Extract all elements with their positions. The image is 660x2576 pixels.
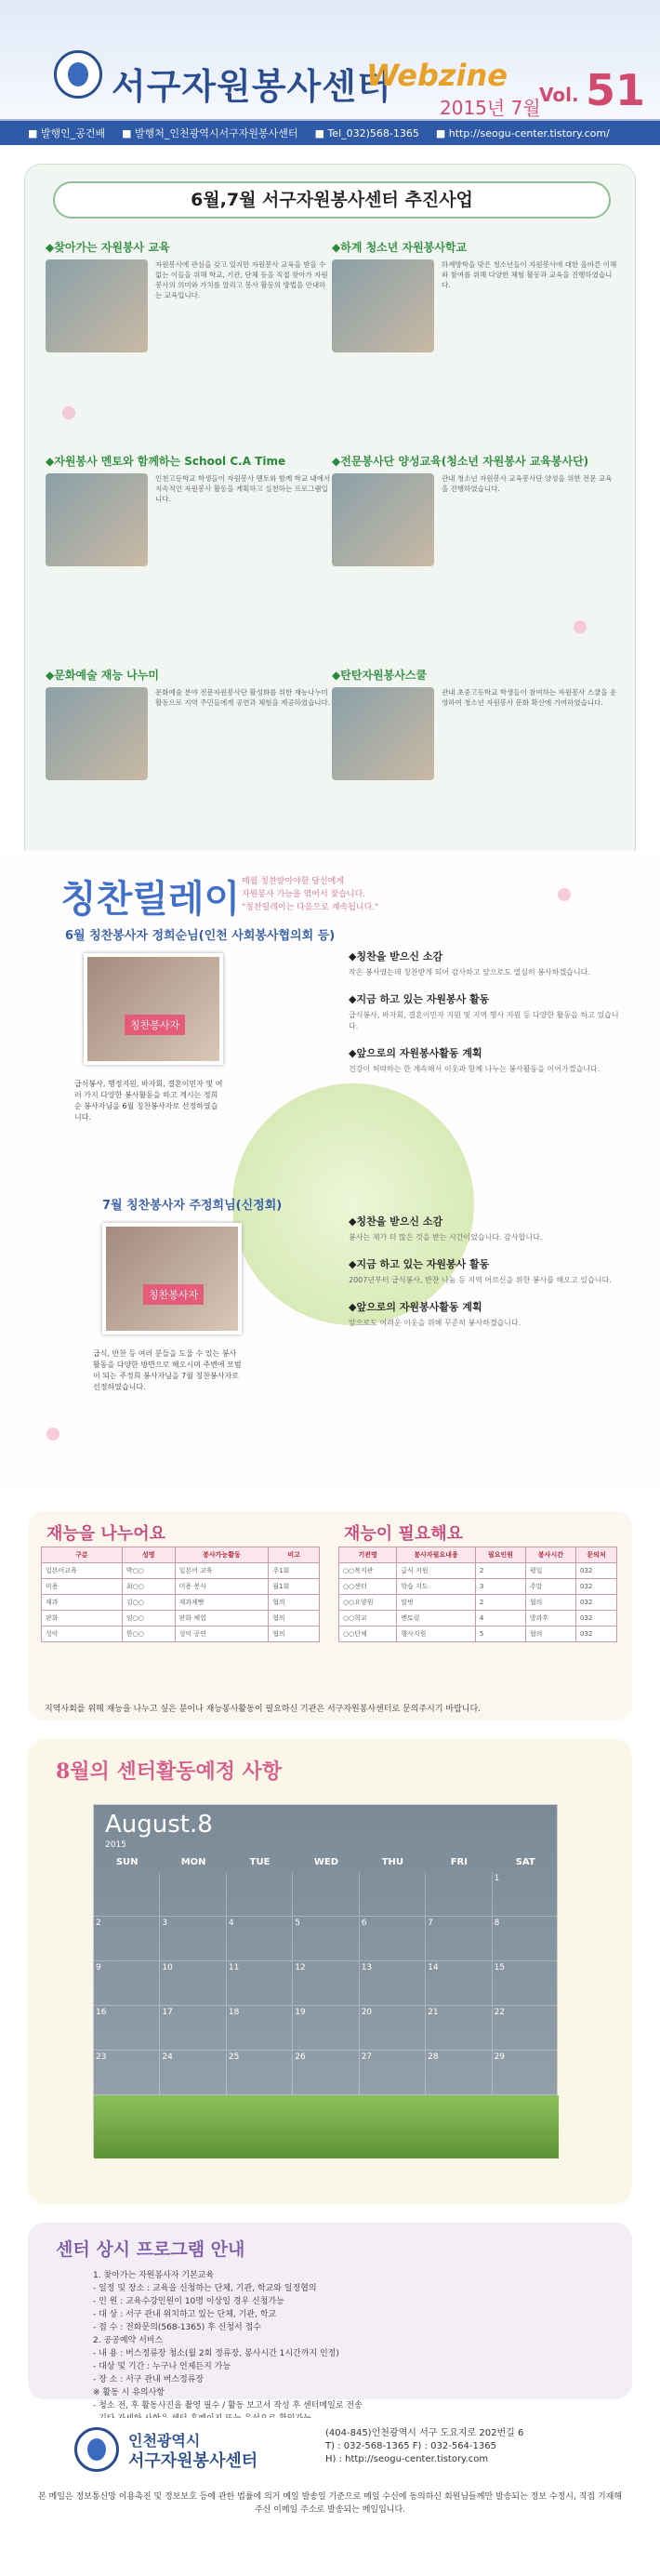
calendar-day: 3 [160, 1917, 226, 1961]
table-row [339, 1611, 617, 1627]
calendar-day: 22 [493, 2006, 559, 2051]
calendar-day: 28 [426, 2051, 492, 2095]
quote-line: "칭찬릴레이는 다음으로 계속됩니다." [242, 903, 379, 912]
program-line: 2. 공공예약 서비스 [93, 2336, 164, 2345]
calendar-day: 4 [227, 1917, 293, 1961]
project-text: 관내 청소년 자원봉사 교육봉사단 양성을 위한 전문 교육을 진행하였습니다. [442, 474, 613, 493]
project-item [332, 453, 620, 493]
calendar-grid [94, 1872, 559, 2095]
footer-center-name: 서구자원봉사센터 [128, 2451, 258, 2471]
share-table [41, 1547, 320, 1642]
calendar-section [28, 1739, 632, 2204]
cell: ○○단체 [339, 1627, 397, 1642]
share-title: 재능을 나누어요 [46, 1524, 165, 1544]
calendar-day: 11 [227, 1961, 293, 2006]
footer-notice: 본 메일은 정보통신망 이용촉진 및 정보보호 등에 관한 법률에 의거 메일 발송일 기준으로 메일 수신에 동의하신 회원님들께만 발송되는 정보 수정시, 직접 기재해 주신 이메일 주소로 발송되는 메일입니다. [37, 2492, 623, 2515]
project-item [332, 667, 620, 707]
cell: 한○○ [122, 1627, 175, 1642]
col-header: 봉사시간 [525, 1547, 575, 1563]
project-photo [332, 687, 434, 780]
program-line: - 장 소 : 서구 관내 버스정류장 [93, 2375, 205, 2384]
praise-relay-section [0, 851, 660, 1493]
photo-label: 칭찬봉사자 [143, 1284, 204, 1305]
talent-section [28, 1511, 632, 1720]
calendar-day: 1 [493, 1872, 559, 1917]
issue-date: 2015년 7월 [440, 97, 541, 119]
cell: 성악 공연 [175, 1627, 269, 1642]
project-item [332, 239, 620, 289]
project-text: 하계방학을 맞은 청소년들이 자원봉사에 대한 올바른 이해와 참여를 위해 다양한 체험 활동과 교육을 진행하였습니다. [442, 260, 617, 289]
calendar-month: August.8 [105, 1811, 213, 1839]
calendar-year: 2015 [105, 1840, 126, 1850]
project-photo [332, 259, 434, 352]
cell: 제과제빵 [175, 1595, 269, 1611]
project-text: 인천고등학교 학생들이 자원봉사 멘토와 함께 학교 내에서 지속적인 자원봉사 활동을 계획하고 실천하는 프로그램입니다. [155, 474, 331, 503]
footer-phone: T) : 032-568-1365 F) : 032-564-1365 [325, 2441, 496, 2451]
calendar-day: 6 [360, 1917, 426, 1961]
project-heading: ◆자원봉사 멘토와 함께하는 School C.A Time [46, 455, 286, 468]
program-title: 센터 상시 프로그램 안내 [56, 2239, 245, 2260]
cell: 급식 지원 [397, 1563, 476, 1579]
calendar-title: 8월의 센터활동예정 사항 [56, 1759, 283, 1784]
weekday: THU [381, 1857, 404, 1867]
bullet-heading: ◆지금 하고 있는 자원봉사 활동 [349, 1258, 490, 1270]
project-photo [46, 687, 148, 780]
bullet-heading: ◆앞으로의 자원봉사활동 계획 [349, 1301, 482, 1313]
project-item [46, 453, 334, 503]
program-line: - 접 수 : 전화문의(568-1365) 후 신청서 접수 [93, 2323, 261, 2332]
calendar-day: 13 [360, 1961, 426, 2006]
weekday: SUN [115, 1857, 139, 1867]
project-item [46, 239, 334, 299]
cell: 박○○ [122, 1563, 175, 1579]
project-heading: ◆탄탄자원봉사스쿨 [332, 669, 427, 682]
bullet-text: 건강이 허락하는 한 계속해서 이웃과 함께 나누는 봉사활동을 이어가겠습니다. [349, 1065, 601, 1073]
june-bullets [349, 949, 627, 1075]
calendar-day [426, 1872, 492, 1917]
calendar-day: 24 [160, 2051, 226, 2095]
july-caption: 급식, 반찬 등 여러 분들을 도울 수 있는 봉사활동을 다양한 방면으로 해오시며 주변에 모범이 되는 주정희 봉사자님을 7월 칭찬봉사자로 선정하였습니다. [93, 1349, 242, 1391]
june-volunteer-photo [84, 953, 223, 1065]
weekday: TUE [249, 1857, 271, 1867]
col-header: 봉사자필요내용 [397, 1547, 476, 1563]
cell: 032 [576, 1627, 617, 1642]
phone: ■ Tel_032)568-1365 [314, 126, 419, 139]
bullet-text: 봉사는 제가 더 많은 것을 받는 시간이었습니다. 감사합니다. [349, 1233, 543, 1242]
need-title: 재능이 필요해요 [344, 1524, 463, 1544]
col-header: 구분 [42, 1547, 123, 1563]
calendar-day: 21 [426, 2006, 492, 2051]
calendar-day: 12 [293, 1961, 359, 2006]
need-table [338, 1547, 617, 1642]
vol-label: Vol. [539, 84, 579, 106]
bullet-text: 작은 봉사였는데 칭찬받게 되어 감사하고 앞으로도 열심히 봉사하겠습니다. [349, 968, 590, 976]
program-line: - 내 용 : 버스정류장 청소(월 2회 정류장, 봉사시간 1시간까지 인정) [93, 2349, 339, 2358]
cell: 주말 [525, 1579, 575, 1595]
cell: 032 [576, 1611, 617, 1627]
table-row [42, 1579, 320, 1595]
program-line: - 대 상 : 서구 관내 위치하고 있는 단체, 기관, 학교 [93, 2310, 277, 2319]
june-praise-title: 6월 칭찬봉사자 정희순님(인천 사회봉사협의회 등) [65, 929, 336, 943]
talent-note: 지역사회를 위해 재능을 나누고 싶은 분이나 재능봉사활동이 필요하신 기관은 서구자원봉사센터로 문의주시기 바랍니다. [45, 1705, 482, 1714]
cell: 주1회 [269, 1563, 320, 1579]
cell: 판화 체험 [175, 1611, 269, 1627]
footer-city: 인천광역시 [128, 2432, 201, 2450]
calendar-day: 14 [426, 1961, 492, 2006]
calendar-day [160, 1872, 226, 1917]
petal-decoration [46, 1427, 59, 1441]
footer-address: (404-845)인천광역시 서구 도요지로 202번길 6 [325, 2428, 524, 2438]
calendar-day: 10 [160, 1961, 226, 2006]
col-header: 기관명 [339, 1547, 397, 1563]
weekday: WED [313, 1857, 339, 1867]
projects-section [24, 164, 636, 898]
footer-logo-icon [74, 2427, 119, 2472]
header [0, 0, 660, 121]
cell: 월1회 [269, 1579, 320, 1595]
weekday: FRI [450, 1857, 468, 1867]
info-bar [0, 121, 660, 145]
cell: 2 [475, 1563, 525, 1579]
calendar-day: 16 [94, 2006, 160, 2051]
calendar-day: 26 [293, 2051, 359, 2095]
col-header: 문의처 [576, 1547, 617, 1563]
program-body [93, 2269, 363, 2425]
cell: ○○학교 [339, 1611, 397, 1627]
cell: ○○요양원 [339, 1595, 397, 1611]
photo-label: 칭찬봉사자 [125, 1015, 185, 1035]
bullet-heading: ◆칭찬을 받으신 소감 [349, 1215, 443, 1228]
weekday-header [94, 1857, 559, 1867]
calendar-day [227, 1872, 293, 1917]
calendar-day: 9 [94, 1961, 160, 2006]
cell: ○○복지관 [339, 1563, 397, 1579]
weekday: SAT [515, 1857, 535, 1867]
cell: 협의 [525, 1595, 575, 1611]
project-photo [46, 259, 148, 352]
calendar [93, 1804, 558, 2158]
cell: 032 [576, 1579, 617, 1595]
footer-homepage-link[interactable]: H) : http://seogu-center.tistory.com [325, 2454, 489, 2464]
calendar-day: 2 [94, 1917, 160, 1961]
cell: 일본어교육 [42, 1563, 123, 1579]
cell: 방과후 [525, 1611, 575, 1627]
quote-line: 자원봉사 가능을 엮어서 찾습니다. [242, 890, 366, 899]
calendar-day [293, 1872, 359, 1917]
footer [0, 2418, 660, 2576]
calendar-day: 18 [227, 2006, 293, 2051]
cell: 032 [576, 1595, 617, 1611]
program-line: - 일정 및 장소 : 교육을 신청하는 단체, 기관, 학교와 일정협의 [93, 2284, 317, 2293]
petal-decoration [62, 406, 75, 419]
table-row [42, 1627, 320, 1642]
bullet-text: 급식봉사, 바자회, 결혼이민자 지원 및 지역 행사 지원 등 다양한 활동을 하고 있습니다. [349, 1011, 619, 1030]
cell: 말벗 [397, 1595, 476, 1611]
publisher-org: ■ 발행처_인천광역시서구자원봉사센터 [122, 127, 298, 139]
cell: 협의 [525, 1627, 575, 1642]
project-text: 문화예술 분야 전문자원봉사단 활성화를 위한 재능나누미 활동으로 지역 주민들에게 공연과 체험을 제공하였습니다. [155, 688, 331, 707]
project-heading: ◆찾아가는 자원봉사 교육 [46, 241, 170, 254]
praise-title: 칭찬릴레이 [60, 877, 241, 921]
table-row [42, 1563, 320, 1579]
calendar-day: 25 [227, 2051, 293, 2095]
program-line: 1. 찾아가는 자원봉사자 기본교육 [93, 2271, 215, 2280]
calendar-day [94, 1872, 160, 1917]
vol-number: 51 [586, 65, 646, 115]
cell: 미용 [42, 1579, 123, 1595]
june-caption: 급식봉사, 행정지원, 바자회, 결혼이민자 및 여러 가지 다양한 봉사활동을 하고 계시는 정희순 봉사자님을 6월 칭찬봉사자로 선정하였습니다. [74, 1080, 223, 1122]
project-text: 관내 초중고등학교 학생들이 참여하는 자원봉사 스쿨을 운영하여 청소년 자원봉사 문화 확산에 기여하였습니다. [442, 688, 617, 707]
cell: ○○센터 [339, 1579, 397, 1595]
bullet-heading: ◆칭찬을 받으신 소감 [349, 950, 443, 963]
col-header: 성명 [122, 1547, 175, 1563]
bullet-text: 2007년부터 급식봉사, 반찬 나눔 등 지역 어르신을 위한 봉사를 해오고 있습니다. [349, 1276, 612, 1284]
cell: 판화 [42, 1611, 123, 1627]
publisher: ■ 발행인_공건배 [28, 127, 106, 139]
blog-link[interactable]: ■ http://seogu-center.tistory.com/ [435, 126, 610, 139]
col-header: 봉사가능활동 [175, 1547, 269, 1563]
calendar-day: 7 [426, 1917, 492, 1961]
cell: 협의 [269, 1627, 320, 1642]
calendar-day: 8 [493, 1917, 559, 1961]
grass-decoration [94, 2095, 559, 2158]
petal-decoration [574, 620, 587, 633]
cell: 032 [576, 1563, 617, 1579]
cell: 멘토링 [397, 1611, 476, 1627]
cell: 일본어 교육 [175, 1563, 269, 1579]
calendar-day: 23 [94, 2051, 160, 2095]
webzine-label: Webzine [366, 58, 508, 93]
cell: 3 [475, 1579, 525, 1595]
weekday: MON [180, 1857, 206, 1867]
cell: 4 [475, 1611, 525, 1627]
table-row [339, 1563, 617, 1579]
cell: 2 [475, 1595, 525, 1611]
july-praise-title: 7월 칭찬봉사자 주정희님(신정회) [102, 1199, 283, 1213]
cell: 김○○ [122, 1595, 175, 1611]
cell: 임○○ [122, 1611, 175, 1627]
table-row [339, 1579, 617, 1595]
cell: 미용 봉사 [175, 1579, 269, 1595]
cell: 학습 지도 [397, 1579, 476, 1595]
cell: 최○○ [122, 1579, 175, 1595]
bullet-heading: ◆지금 하고 있는 자원봉사 활동 [349, 993, 490, 1005]
july-bullets [349, 1214, 627, 1329]
cell: 제과 [42, 1595, 123, 1611]
cell: 협의 [269, 1595, 320, 1611]
program-line: - 인 원 : 교육수강인원이 10명 이상일 경우 신청가능 [93, 2297, 284, 2306]
table-row [42, 1595, 320, 1611]
cell: 행사지원 [397, 1627, 476, 1642]
program-line: - 대상 및 기간 : 누구나 언제든지 가능 [93, 2362, 231, 2371]
calendar-day: 20 [360, 2006, 426, 2051]
cell: 5 [475, 1627, 525, 1642]
col-header: 비고 [269, 1547, 320, 1563]
calendar-day: 5 [293, 1917, 359, 1961]
calendar-day: 27 [360, 2051, 426, 2095]
calendar-day: 15 [493, 1961, 559, 2006]
calendar-day [360, 1872, 426, 1917]
site-title: 서구자원봉사센터 [112, 66, 392, 107]
cell: 평일 [525, 1563, 575, 1579]
center-logo-icon [54, 50, 102, 99]
bullet-heading: ◆앞으로의 자원봉사활동 계획 [349, 1047, 482, 1059]
project-item [46, 667, 334, 707]
calendar-day: 17 [160, 2006, 226, 2051]
project-heading: ◆전문봉사단 양성교육(청소년 자원봉사 교육봉사단) [332, 455, 589, 468]
calendar-day: 29 [493, 2051, 559, 2095]
cell: 협의 [269, 1611, 320, 1627]
quote-line: 매월 칭찬받아야할 당신에게 [242, 877, 345, 886]
cell: 성악 [42, 1627, 123, 1642]
program-line: ※ 활동 시 유의사항 [93, 2388, 165, 2397]
project-heading: ◆문화예술 재능 나누미 [46, 669, 159, 682]
table-row [339, 1595, 617, 1611]
project-heading: ◆하계 청소년 자원봉사학교 [332, 241, 468, 254]
program-section [28, 2223, 632, 2410]
praise-quote [242, 875, 378, 914]
table-row [339, 1627, 617, 1642]
table-row [42, 1611, 320, 1627]
project-photo [46, 473, 148, 566]
program-line: - 청소 전, 후 활동사진을 촬영 필수 / 활동 보고서 작성 후 센터메일로 전송 [93, 2401, 363, 2410]
project-photo [332, 473, 434, 566]
projects-title: 6월,7월 서구자원봉사센터 추진사업 [53, 181, 611, 219]
project-text: 자원봉사에 관심을 갖고 있지만 자원봉사 교육을 받을 수 없는 이들을 위해 학교, 기관, 단체 등을 직접 찾아가 자원봉사의 의미와 가치를 알리고 봉사 활동의 방법을 안내하는 교육입니다. [155, 260, 328, 299]
calendar-day: 19 [293, 2006, 359, 2051]
footer-contact [325, 2427, 523, 2466]
bullet-text: 앞으로도 어려운 이웃을 위해 꾸준히 봉사하겠습니다. [349, 1319, 521, 1327]
july-volunteer-photo [102, 1223, 242, 1334]
col-header: 필요인원 [475, 1547, 525, 1563]
petal-decoration [558, 888, 571, 901]
